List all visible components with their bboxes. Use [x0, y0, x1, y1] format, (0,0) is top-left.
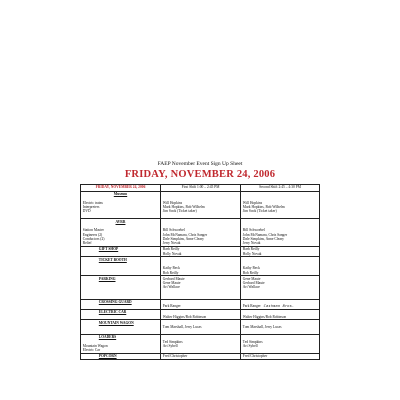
volunteer-name: Ted Simpkins: [242, 339, 263, 344]
volunteer-name: Ted Simpkins: [162, 339, 183, 344]
role-label: Relief: [82, 241, 92, 246]
mountain-wagon-row: [81, 320, 320, 335]
volunteer-name: Bill Schwoebel: [242, 228, 265, 233]
volunteer-name: Walter Higgins/Bob Robinson: [162, 314, 207, 319]
role-label: Conductors (2): [82, 236, 105, 241]
volunteer-name: Mark Hopkins, Bob Wilhelm: [242, 205, 285, 210]
volunteer-name: Dale Simpkins, Anne Cleary: [162, 236, 204, 241]
role-label: DVD: [82, 209, 91, 214]
volunteer-name: Will Hopkins: [162, 200, 183, 205]
electric-car-roles-cell: [81, 309, 161, 319]
museum-first-shift-cell: [161, 191, 241, 219]
mountain-wagon-roles-cell: [81, 320, 161, 335]
volunteer-name: Fred Christopher: [242, 354, 268, 359]
section-heading-gift-shop: GIFT SHOP: [98, 247, 119, 252]
section-heading-electric-car: ELECTRIC CAR: [98, 310, 127, 315]
volunteer-name: Mark Hopkins, Bob Wilhelm: [162, 205, 205, 210]
ticket-booth-first-shift-cell: [161, 257, 241, 276]
volunteer-name: Bill Schwoebel: [162, 228, 185, 233]
crossing-guard-row: [81, 299, 320, 309]
volunteer-name: [243, 304, 317, 308]
second-shift-header: Second Shift 2:45 – 4:30 PM: [241, 185, 320, 192]
volunteer-name: Will Hopkins: [242, 200, 263, 205]
mountain-wagon-second-shift-cell: [241, 320, 320, 335]
popcorn-row: [81, 353, 320, 359]
volunteer-name: Jerry Novak: [162, 241, 181, 246]
volunteer-name: John McNamara, Chris Sanger: [242, 232, 288, 237]
parking-roles-cell: [81, 276, 161, 299]
gift-shop-second-shift-cell: [241, 246, 320, 256]
role-label: Electric Car: [82, 348, 101, 353]
volunteer-name: Gene Maute: [162, 280, 181, 285]
volunteer-name: Bob Reilly: [162, 270, 179, 275]
volunteer-name: Gerhard Maute: [162, 276, 185, 281]
loaders-row: [81, 334, 320, 353]
ticket-booth-second-shift-cell: [241, 257, 320, 276]
volunteer-name: Holly Novak: [162, 251, 182, 256]
volunteer-name: Jerry Novak: [242, 241, 261, 246]
role-label: Interpreters: [82, 205, 100, 210]
signup-table: [80, 184, 320, 360]
avrr-row: [81, 219, 320, 247]
volunteer-name: Kathy Beck: [162, 266, 180, 271]
gift-shop-row: [81, 246, 320, 256]
handwritten-note: Cashman Bros.: [263, 304, 295, 309]
volunteer-name: Art Wallace: [242, 285, 260, 290]
section-heading-museum: Museum: [113, 192, 128, 197]
parking-first-shift-cell: [161, 276, 241, 299]
volunteer-name: Holly Novak: [242, 251, 262, 256]
role-label: Station Master: [82, 228, 104, 233]
role-label: Electric trains: [82, 200, 103, 205]
sheet-title: FAEP November Event Sign Up Sheet: [157, 161, 243, 167]
electric-car-row: [81, 309, 320, 319]
crossing-guard-second-shift-cell: [241, 299, 320, 309]
museum-second-shift-cell: [241, 191, 320, 219]
volunteer-name: John McNamara, Chris Sanger: [162, 232, 208, 237]
section-heading-parking: PARKING: [98, 276, 116, 281]
volunteer-name: Jim Sook (Ticket taker): [242, 209, 277, 214]
volunteer-name: Barb Reilly: [162, 247, 180, 252]
role-label: Engineers (2): [82, 232, 103, 237]
volunteer-name: Park Ranger: [242, 304, 261, 309]
event-date: FRIDAY, NOVEMBER 24, 2006: [124, 169, 276, 180]
section-heading-ticket-booth: TICKET BOOTH: [98, 257, 127, 262]
section-heading-loaders: LOADERS: [98, 335, 117, 340]
parking-row: [81, 276, 320, 299]
volunteer-name: Gene Maute: [242, 276, 261, 281]
gift-shop-first-shift-cell: [161, 246, 241, 256]
section-heading-popcorn: POPCORN: [98, 354, 117, 359]
mountain-wagon-first-shift-cell: [161, 320, 241, 335]
volunteer-name: Park Ranger: [162, 304, 181, 309]
ticket-booth-row: [81, 257, 320, 276]
section-heading-avrr: AVRR: [115, 219, 126, 224]
role-label: Mountain Wagon: [82, 343, 108, 348]
electric-car-first-shift-cell: [161, 309, 241, 319]
section-heading-mountain-wagon: MOUNTAIN WAGON: [98, 320, 134, 325]
volunteer-name: Dale Simpkins, Anne Cleary: [242, 236, 284, 241]
popcorn-first-shift-cell: [161, 353, 241, 359]
volunteer-name: Art Sybell: [242, 343, 258, 348]
volunteer-name: Kathy Beck: [242, 266, 260, 271]
avrr-roles-cell: [81, 219, 161, 247]
loaders-first-shift-cell: [161, 334, 241, 353]
volunteer-name: Art Wallace: [162, 285, 180, 290]
volunteer-name: Gerhard Maute: [242, 280, 265, 285]
avrr-first-shift-cell: [161, 219, 241, 247]
loaders-second-shift-cell: [241, 334, 320, 353]
section-heading-crossing-guard: CROSSING GUARD: [98, 299, 132, 304]
loaders-roles-cell: [81, 334, 161, 353]
gift-shop-roles-cell: [81, 246, 161, 256]
popcorn-second-shift-cell: [241, 353, 320, 359]
crossing-guard-first-shift-cell: [161, 299, 241, 309]
volunteer-name: Bob Reilly: [242, 270, 259, 275]
avrr-second-shift-cell: [241, 219, 320, 247]
parking-second-shift-cell: [241, 276, 320, 299]
volunteer-name: Jim Sook (Ticket taker): [162, 209, 197, 214]
volunteer-name: Walter Higgins/Bob Robinson: [242, 314, 287, 319]
museum-row: [81, 191, 320, 219]
electric-car-second-shift-cell: [241, 309, 320, 319]
crossing-guard-roles-cell: [81, 299, 161, 309]
volunteer-name: Barb Reilly: [242, 247, 260, 252]
volunteer-name: Art Sybell: [162, 343, 178, 348]
ticket-booth-roles-cell: [81, 257, 161, 276]
first-shift-header: First Shift 1:00 – 2:45 PM: [161, 185, 241, 192]
volunteer-name: Fred Christopher: [162, 354, 188, 359]
volunteer-name: Tom Marshall, Jerry Lucas: [242, 324, 282, 329]
museum-roles-cell: [81, 191, 161, 219]
header-row: [81, 185, 320, 192]
popcorn-roles-cell: [81, 353, 161, 359]
day-header: FRIDAY, NOVEMBER 24, 2006: [81, 185, 161, 192]
volunteer-name: Tom Marshall, Jerry Lucas: [162, 324, 202, 329]
